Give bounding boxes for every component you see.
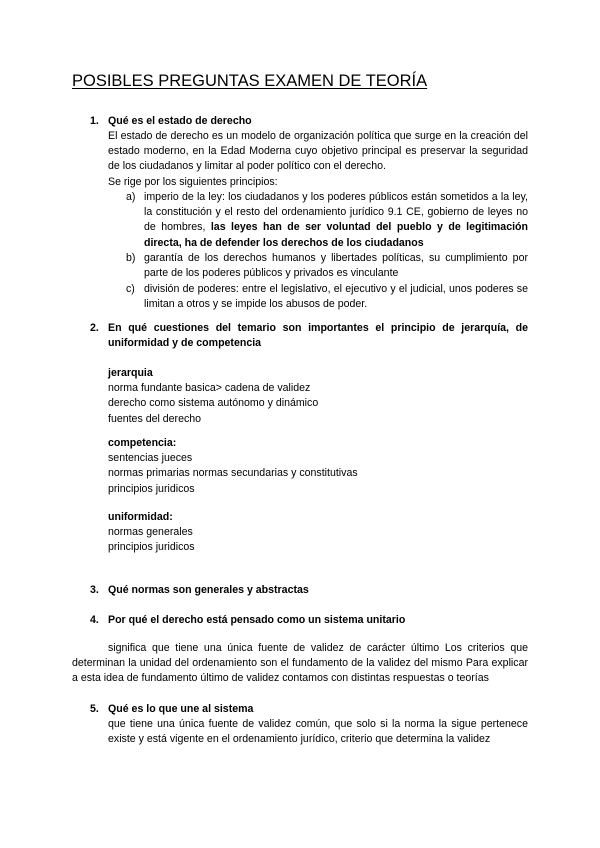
- question-4-heading: Por qué el derecho está pensado como un sistema unitario: [108, 614, 406, 626]
- principle-b-text: garantía de los derechos humanos y libertades políticas, su cumplimiento por parte de los poderes públicos y privados es vinculante: [144, 252, 528, 280]
- question-5-paragraph: que tiene una única fuente de validez común, que solo si la norma la sigue pertenece existe y está vigente en el ordenamiento jurídico, criterio que determina la validez: [108, 718, 528, 746]
- group-line: principios juridicos: [108, 482, 195, 495]
- question-1-number: 1.: [90, 115, 99, 127]
- group-line: derecho como sistema autónomo y dinámico: [108, 397, 319, 410]
- question-1-paragraph: El estado de derecho es un modelo de organización política que surge en la creación del estado moderno, en la Edad Moderna cuyo objetivo principal es preservar la seguridad de los ciudadanos y limitar al poder político con el derecho.: [108, 130, 528, 173]
- group-line: fuentes del derecho: [108, 412, 202, 425]
- principle-a-bold: las leyes han de ser voluntad del pueblo y de legitimación directa, ha de defender los derechos de los ciudadanos: [144, 221, 528, 249]
- question-5-number: 5.: [90, 703, 99, 715]
- principle-a-letter: a): [126, 191, 136, 203]
- question-4-number: 4.: [90, 614, 99, 626]
- question-2-number: 2.: [90, 322, 99, 334]
- principle-a-text: [144, 190, 528, 251]
- question-2-heading: En qué cuestiones del temario son importantes el principio de jerarquía, de uniformidad y de competencia: [108, 322, 528, 350]
- group-line: principios juridicos: [108, 541, 195, 554]
- question-1-intro: Se rige por los siguientes principios:: [108, 176, 278, 188]
- question-5-heading: Qué es lo que une al sistema: [108, 703, 254, 715]
- group-line: normas primarias normas secundarias y constitutivas: [108, 467, 358, 480]
- group-line: normas generales: [108, 526, 193, 539]
- group-label: competencia:: [108, 437, 177, 449]
- principle-a-body: imperio de la ley: los ciudadanos y los poderes públicos están sometidos a la ley, la constitución y el resto del ordenamiento jurídico 9.1 CE, gobierno de leyes no de hombres,: [144, 191, 528, 234]
- group-line: sentencias jueces: [108, 452, 193, 465]
- group-line: norma fundante basica> cadena de validez: [108, 382, 311, 395]
- document-title: POSIBLES PREGUNTAS EXAMEN DE TEORÍA: [72, 72, 428, 90]
- question-1-heading: Qué es el estado de derecho: [108, 115, 252, 127]
- group-competencia: [108, 436, 528, 497]
- principle-c-text: división de poderes: entre el legislativo, el ejecutivo y el judicial, unos poderes se limitan a otros y se impide los abusos de poder.: [144, 283, 528, 311]
- group-jerarquia: [108, 366, 528, 427]
- question-3-heading: Qué normas son generales y abstractas: [108, 584, 309, 596]
- group-uniformidad: [108, 510, 528, 556]
- question-4-paragraph: significa que tiene una única fuente de validez de carácter último Los criterios que determinan la unidad del ordenamiento son el fundamento de la validez del mismo Para explicar a esta idea de fundamento último de validez contamos con distintas respuestas o teorías: [72, 642, 528, 685]
- principle-c-letter: c): [126, 283, 135, 295]
- group-label: uniformidad:: [108, 511, 173, 523]
- question-3-number: 3.: [90, 584, 99, 596]
- principle-b-letter: b): [126, 252, 136, 264]
- group-label: jerarquia: [108, 367, 153, 379]
